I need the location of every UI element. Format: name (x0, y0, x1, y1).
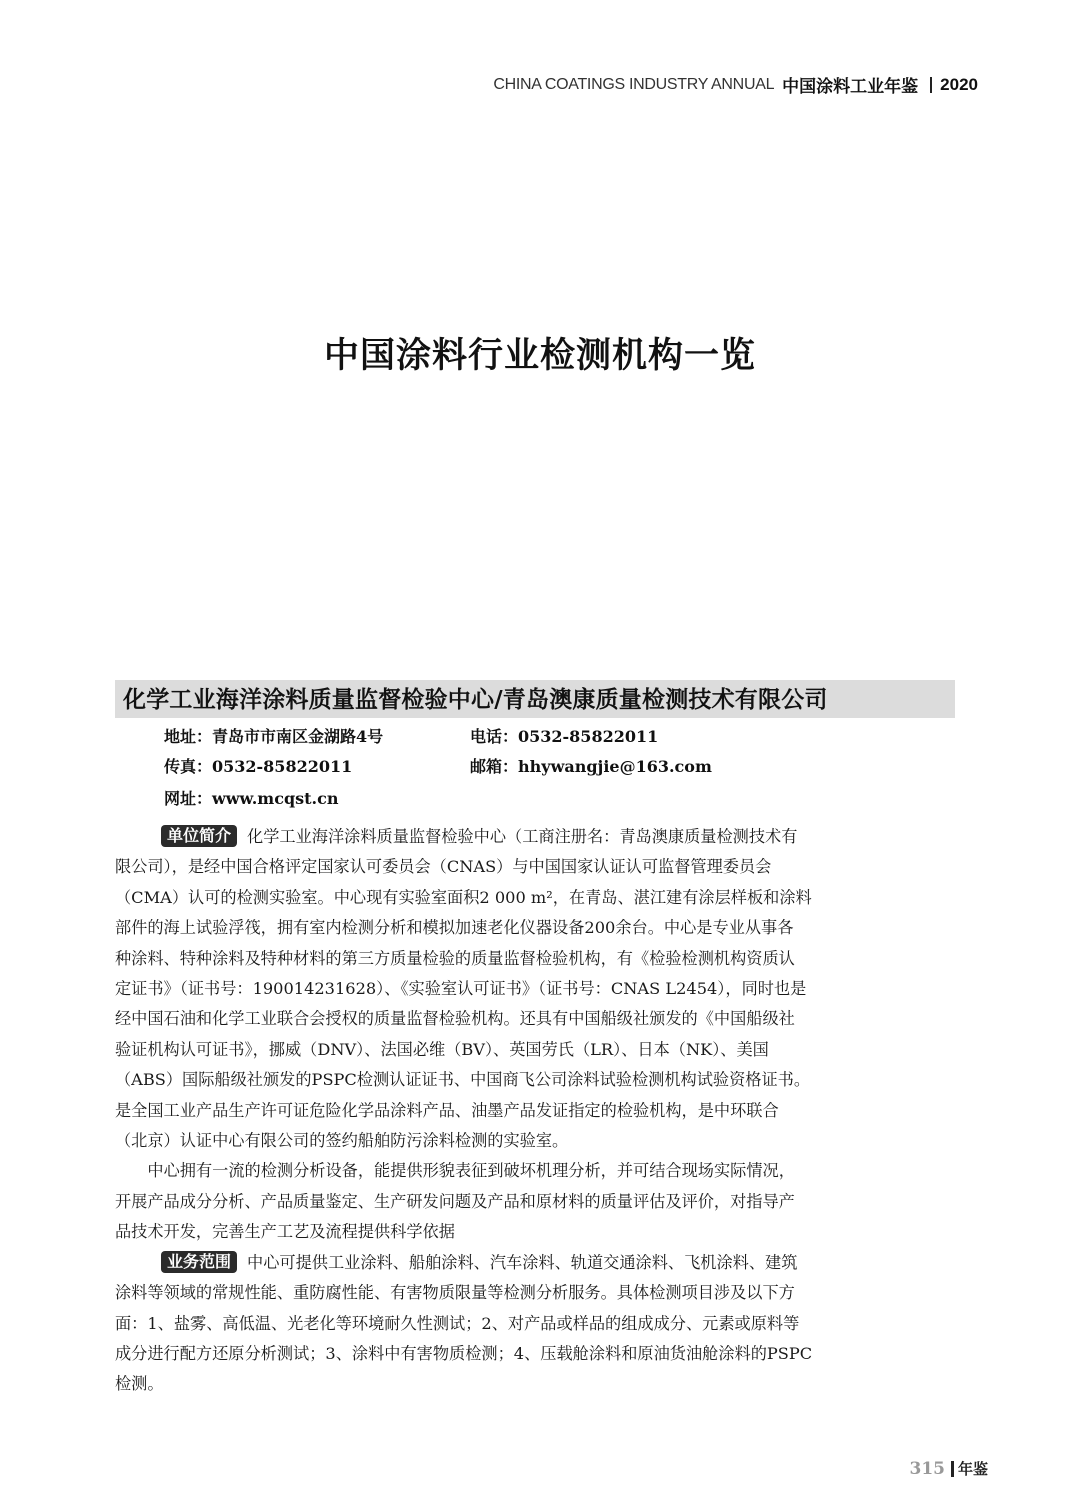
intro-tag: 单位简介 (161, 825, 237, 847)
page-folio (909, 1458, 988, 1479)
scope-line-1: 涂料等领域的常规性能、重防腐性能、有害物质限量等检测分析服务。具体检测项目涉及以下方 (115, 1283, 795, 1303)
intro-p2-line-0: 中心拥有一流的检测分析设备，能提供形貌表征到破坏机理分析，并可结合现场实际情况， (147, 1161, 795, 1181)
intro-line-6: 经中国石油和化学工业联合会授权的质量监督检验机构。还具有中国船级社颁发的《中国船级社 (115, 1009, 795, 1029)
intro-p2-line-1: 开展产品成分分析、产品质量鉴定、生产研发问题及产品和原材料的质量评估及评价，对指导产 (115, 1191, 795, 1211)
intro-line-7: 验证机构认可证书》，挪威（DNV）、法国必维（BV）、英国劳氏（LR）、日本（NK）、美国 (115, 1039, 769, 1059)
intro-line-8: （ABS）国际船级社颁发的PSPC检测认证证书、中国商飞公司涂料试验检测机构试验资格证书。 (115, 1070, 811, 1090)
intro-section (115, 822, 955, 1400)
scope-tag: 业务范围 (161, 1251, 237, 1273)
header-separator (930, 77, 932, 93)
intro-p2-line-2: 品技术开发，完善生产工艺及流程提供科学依据 (115, 1222, 455, 1242)
page-title: 中国涂料行业检测机构一览 (323, 335, 756, 376)
intro-line-3: 部件的海上试验浮筏，拥有室内检测分析和模拟加速老化仪器设备200余台。中心是专业从事各 (115, 918, 794, 938)
intro-line-2: （CMA）认可的检测实验室。中心现有实验室面积2 000 m²，在青岛、湛江建有涂层样板和涂料 (115, 887, 812, 907)
intro-line-10: （北京）认证中心有限公司的签约船舶防污涂料检测的实验室。 (115, 1131, 569, 1151)
org-name: 化学工业海洋涂料质量监督检验中心/青岛澳康质量检测技术有限公司 (123, 687, 828, 713)
header-english-title: CHINA COATINGS INDUSTRY ANNUAL (493, 75, 775, 93)
running-header (493, 72, 978, 97)
intro-line-0: 单位简介 化学工业海洋涂料质量监督检验中心（工商注册名：青岛澳康质量检测技术有 (115, 822, 955, 852)
intro-line-5: 定证书》（证书号：190014231628）、《实验室认可证书》（证书号：CNAS L2454），同时也是 (115, 979, 807, 999)
folio-separator (951, 1461, 954, 1477)
intro-line-1: 限公司），是经中国合格评定国家认可委员会（CNAS）与中国国家认证认可监督管理委员会 (115, 857, 772, 877)
scope-line-3: 成分进行配方还原分析测试；3、涂料中有害物质检测；4、压载舱涂料和原油货油舱涂料的PSPC (115, 1343, 813, 1363)
website: 网址：www.mcqst.cn (164, 789, 339, 808)
scope-line-4: 检测。 (115, 1374, 164, 1394)
intro-line-9: 是全国工业产品生产许可证危险化学品涂料产品、油墨产品发证指定的检验机构，是中环联合 (115, 1100, 779, 1120)
phone: 电话：0532-85822011 (470, 727, 659, 746)
scope-line-2: 面：1、盐雾、高低温、光老化等环境耐久性测试；2、对产品或样品的组成成分、元素或原料等 (115, 1313, 800, 1333)
page-number: 315 (909, 1458, 945, 1479)
folio-label: 年鉴 (957, 1460, 988, 1478)
fax: 传真：0532-85822011 (164, 757, 353, 776)
address: 地址：青岛市市南区金湖路4号 (164, 727, 384, 746)
header-chinese-title: 中国涂料工业年鉴 (782, 77, 919, 96)
intro-line-4: 种涂料、特种涂料及特种材料的第三方质量检验的质量监督检验机构，有《检验检测机构资质认 (115, 948, 795, 968)
header-year: 2020 (940, 74, 978, 94)
scope-line-0: 业务范围 中心可提供工业涂料、船舶涂料、汽车涂料、轨道交通涂料、飞机涂料、建筑 (115, 1248, 955, 1278)
email: 邮箱：hhywangjie@163.com (470, 757, 712, 776)
